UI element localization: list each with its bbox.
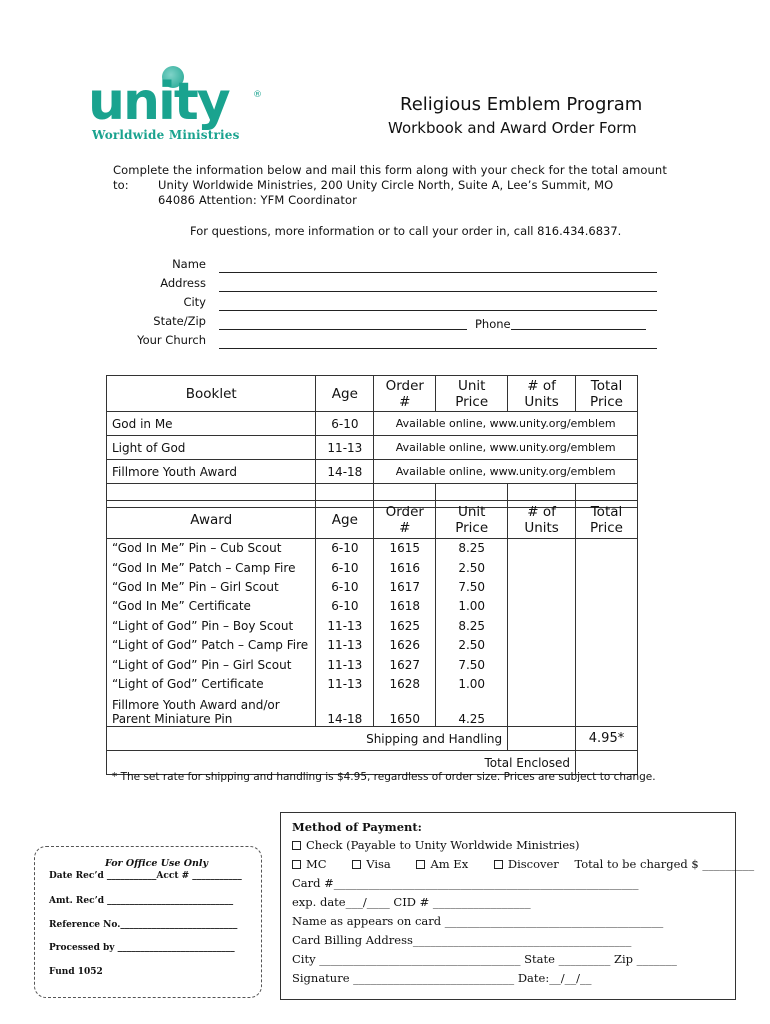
- name-field[interactable]: [219, 272, 657, 273]
- checkbox-icon[interactable]: [416, 860, 425, 869]
- award-price: 2.50: [436, 635, 508, 654]
- amex-option[interactable]: Am Ex: [416, 857, 468, 871]
- phone-label: Phone: [475, 317, 511, 331]
- award-units[interactable]: [508, 577, 576, 596]
- unit-price-header: Unit Price: [436, 376, 508, 412]
- award-name: “Light of God” Pin – Boy Scout: [107, 616, 316, 635]
- award-name: “Light of God” Certificate: [107, 674, 316, 693]
- award-units[interactable]: [508, 616, 576, 635]
- award-order: 1626: [374, 635, 436, 654]
- age-header: Age: [316, 376, 374, 412]
- award-header-row: [107, 501, 638, 539]
- phone-field[interactable]: [511, 329, 646, 330]
- award-order: 1616: [374, 558, 436, 577]
- award-name: “God In Me” Certificate: [107, 597, 316, 616]
- payment-title: Method of Payment:: [292, 820, 422, 834]
- card-number-field[interactable]: Card #_____________________________________________________: [292, 876, 639, 890]
- booklet-name: Light of God: [107, 436, 316, 460]
- table-row: [107, 655, 638, 674]
- shipping-label: Shipping and Handling: [107, 727, 508, 751]
- address-field[interactable]: [219, 291, 657, 292]
- registered-mark: ®: [253, 90, 262, 100]
- total-charged[interactable]: Total to be charged $ _________: [574, 857, 755, 871]
- name-on-card-field[interactable]: Name as appears on card ______________________________________: [292, 914, 664, 928]
- award-order: 1627: [374, 655, 436, 674]
- name-label: Name: [172, 257, 206, 271]
- unit-price-header: Unit Price: [436, 501, 508, 539]
- award-name: “God In Me” Pin – Cub Scout: [107, 539, 316, 558]
- check-label: Check (Payable to Unity Worldwide Ministries): [306, 838, 580, 852]
- award-units[interactable]: [508, 655, 576, 674]
- award-header: Award: [107, 501, 316, 539]
- award-age: 11-13: [316, 655, 374, 674]
- award-price: 4.25: [436, 694, 508, 727]
- unity-logo: [88, 62, 278, 152]
- office-processed: Processed by __________________________: [49, 943, 235, 953]
- award-age: 6-10: [316, 539, 374, 558]
- intro-line-3: 64086 Attention: YFM Coordinator: [158, 193, 357, 207]
- award-age: 6-10: [316, 577, 374, 596]
- form-title: Religious Emblem Program: [400, 94, 643, 115]
- city-state-zip-field[interactable]: City ___________________________________ State _________ Zip _______: [292, 952, 677, 966]
- availability-note: Available online, www.unity.org/emblem: [374, 460, 638, 484]
- address-label: Address: [160, 276, 206, 290]
- award-total[interactable]: [576, 694, 638, 727]
- award-total[interactable]: [576, 597, 638, 616]
- award-units[interactable]: [508, 597, 576, 616]
- billing-address-field[interactable]: Card Billing Address______________________________________: [292, 933, 632, 947]
- table-row: [107, 558, 638, 577]
- shipping-value: 4.95*: [576, 727, 638, 751]
- award-age: 11-13: [316, 635, 374, 654]
- award-units[interactable]: [508, 694, 576, 727]
- award-units[interactable]: [508, 635, 576, 654]
- questions-line: For questions, more information or to call your order in, call 816.434.6837.: [190, 224, 622, 238]
- availability-note: Available online, www.unity.org/emblem: [374, 412, 638, 436]
- church-field[interactable]: [219, 348, 657, 349]
- mc-option[interactable]: MC: [292, 857, 327, 871]
- award-total[interactable]: [576, 577, 638, 596]
- award-order: 1618: [374, 597, 436, 616]
- booklet-age: 11-13: [316, 436, 374, 460]
- booklet-age: 6-10: [316, 412, 374, 436]
- award-order: 1628: [374, 674, 436, 693]
- footnote: * The set rate for shipping and handling is $4.95, regardless of order size. Prices are subject to change.: [112, 771, 656, 783]
- table-row: [107, 635, 638, 654]
- award-total[interactable]: [576, 655, 638, 674]
- award-name: “God In Me” Patch – Camp Fire: [107, 558, 316, 577]
- award-units[interactable]: [508, 558, 576, 577]
- office-fund: Fund 1052: [49, 967, 103, 977]
- award-total[interactable]: [576, 616, 638, 635]
- availability-note: Available online, www.unity.org/emblem: [374, 436, 638, 460]
- card-type-row: [292, 857, 754, 871]
- award-units[interactable]: [508, 674, 576, 693]
- award-price: 1.00: [436, 674, 508, 693]
- signature-field[interactable]: Signature ____________________________ Date:__/__/__: [292, 971, 592, 985]
- checkbox-icon[interactable]: [292, 860, 301, 869]
- award-name: Fillmore Youth Award and/or Parent Miniature Pin: [107, 694, 316, 727]
- units-header: # of Units: [508, 501, 576, 539]
- table-row: [107, 460, 638, 484]
- check-option[interactable]: [292, 838, 580, 852]
- table-row: [107, 616, 638, 635]
- table-row: [107, 597, 638, 616]
- exp-cid-field[interactable]: exp. date___/____ CID # _________________: [292, 895, 531, 909]
- award-name: “God In Me” Pin – Girl Scout: [107, 577, 316, 596]
- total-price-header: Total Price: [576, 501, 638, 539]
- award-age: 14-18: [316, 694, 374, 727]
- logo-subtitle: Worldwide Ministries: [92, 128, 240, 142]
- booklet-name: God in Me: [107, 412, 316, 436]
- shipping-units: [508, 727, 576, 751]
- award-price: 8.25: [436, 616, 508, 635]
- booklet-header: Booklet: [107, 376, 316, 412]
- award-age: 6-10: [316, 597, 374, 616]
- award-name: “Light of God” Pin – Girl Scout: [107, 655, 316, 674]
- order-header: Order #: [374, 376, 436, 412]
- logo-word: unity: [88, 72, 229, 132]
- city-label: City: [183, 295, 206, 309]
- intro-line-2: Unity Worldwide Ministries, 200 Unity Circle North, Suite A, Lee’s Summit, MO: [158, 178, 614, 192]
- award-age: 11-13: [316, 674, 374, 693]
- total-price-header: Total Price: [576, 376, 638, 412]
- office-use-box: [34, 846, 262, 998]
- church-label: Your Church: [137, 333, 206, 347]
- award-total[interactable]: [576, 539, 638, 558]
- award-table: [106, 500, 638, 775]
- table-row: [107, 539, 638, 558]
- checkbox-icon[interactable]: [494, 860, 503, 869]
- table-row: [107, 436, 638, 460]
- office-ref: Reference No.__________________________: [49, 920, 238, 930]
- intro-to: to:: [113, 178, 129, 192]
- intro-line-1: Complete the information below and mail this form along with your check for the total amount: [113, 163, 667, 177]
- state-zip-field[interactable]: [219, 329, 467, 330]
- award-units[interactable]: [508, 539, 576, 558]
- shipping-row: [107, 727, 638, 751]
- award-age: 6-10: [316, 558, 374, 577]
- checkbox-icon[interactable]: [292, 841, 301, 850]
- age-header: Age: [316, 501, 374, 539]
- award-order: 1625: [374, 616, 436, 635]
- booklet-age: 14-18: [316, 460, 374, 484]
- award-price: 2.50: [436, 558, 508, 577]
- booklet-header-row: [107, 376, 638, 412]
- booklet-table: [106, 375, 638, 508]
- payment-box: [280, 812, 755, 1000]
- award-price: 7.50: [436, 655, 508, 674]
- award-name: “Light of God” Patch – Camp Fire: [107, 635, 316, 654]
- booklet-name: Fillmore Youth Award: [107, 460, 316, 484]
- award-total[interactable]: [576, 558, 638, 577]
- table-row: [107, 694, 638, 727]
- award-total[interactable]: [576, 674, 638, 693]
- award-price: 7.50: [436, 577, 508, 596]
- state-zip-label: State/Zip: [153, 314, 206, 328]
- table-row: [107, 674, 638, 693]
- city-field[interactable]: [219, 310, 657, 311]
- award-order: 1617: [374, 577, 436, 596]
- award-price: 8.25: [436, 539, 508, 558]
- office-date: Date Rec’d ___________Acct # ___________: [49, 871, 242, 881]
- units-header: # of Units: [508, 376, 576, 412]
- discover-option[interactable]: Discover: [494, 857, 559, 871]
- award-order: 1650: [374, 694, 436, 727]
- table-row: [107, 577, 638, 596]
- checkbox-icon[interactable]: [352, 860, 361, 869]
- award-price: 1.00: [436, 597, 508, 616]
- form-subtitle: Workbook and Award Order Form: [388, 119, 637, 137]
- office-amt: Amt. Rec’d ____________________________: [49, 896, 234, 906]
- total-enclosed-label: Total Enclosed: [107, 751, 576, 775]
- award-total[interactable]: [576, 635, 638, 654]
- office-title: For Office Use Only: [105, 858, 209, 869]
- order-header: Order #: [374, 501, 436, 539]
- award-order: 1615: [374, 539, 436, 558]
- table-row: [107, 412, 638, 436]
- visa-option[interactable]: Visa: [352, 857, 391, 871]
- award-age: 11-13: [316, 616, 374, 635]
